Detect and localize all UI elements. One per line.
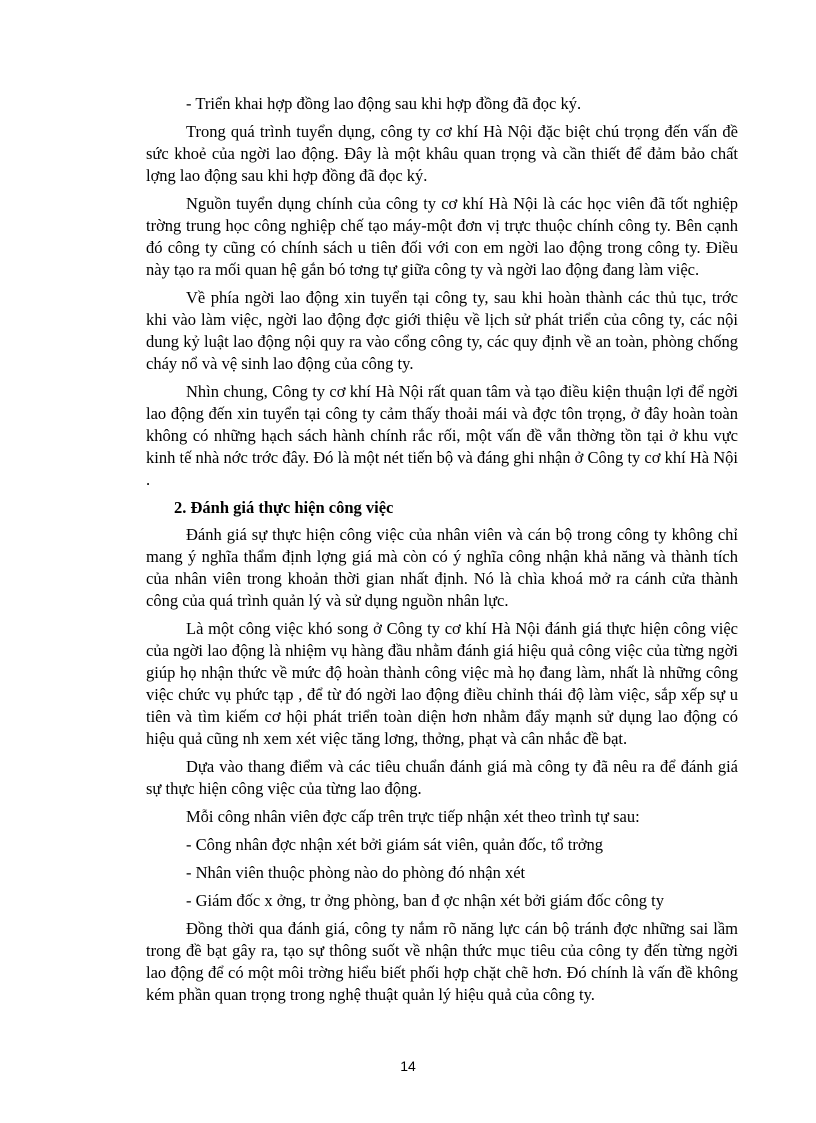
list-item: - Giám đốc x ởng, tr ởng phòng, ban đ ợc nhận xét bởi giám đốc công ty — [186, 891, 665, 910]
list-item: - Nhân viên thuộc phòng nào do phòng đó nhận xét — [186, 863, 526, 882]
paragraph-orientation: Về phía ngời lao động xin tuyển tại công ty, sau khi hoàn thành các thủ tục, trớc khi vào làm việc, ngời lao động đợc giới thiệu về lịch sử phát triển của công ty, các nội dung kỷ luật lao động nội quy ra vào cổng công ty, các quy định về an toàn, phòng chống cháy nổ và vệ sinh lao động của công ty. — [146, 288, 738, 373]
page-number: 14 — [400, 1058, 416, 1074]
paragraph-health-check: Trong quá trình tuyển dụng, công ty cơ khí Hà Nội đặc biệt chú trọng đến vấn đề sức khoẻ của ngời lao động. Đây là một khâu quan trọng và cần thiết để đảm bảo chất lợng lao động sau khi hợp đồng đã đọc ký. — [146, 122, 738, 185]
paragraph-summary: Nhìn chung, Công ty cơ khí Hà Nội rất quan tâm và tạo điều kiện thuận lợi để ngời lao động đến xin tuyển tại công ty cảm thấy thoải mái và đợc tôn trọng, ở đây hoàn toàn không có những hạch sách hành chính rắc rối, một vấn đề vẫn thờng tồn tại ở khu vực kinh tế nhà nớc trớc đây. Đó là một nét tiến bộ và đáng ghi nhận ở Công ty cơ khí Hà Nội . — [146, 382, 738, 489]
paragraph-evaluation-order: Mỗi công nhân viên đợc cấp trên trực tiếp nhận xét theo trình tự sau: — [186, 807, 640, 826]
paragraph-closing: Đồng thời qua đánh giá, công ty nắm rõ năng lực cán bộ tránh đợc những sai lầm trong đề bạt gây ra, tạo sự thông suốt về nhận thức mục tiêu của công ty đến từng ngời lao động để có một môi trờng hiểu biết phối hợp chặt chẽ hơn. Đó chính là vấn đề không kém phần quan trọng trong nghệ thuật quản lý hiệu quả của công ty. — [146, 919, 738, 1004]
paragraph-recruitment-source: Nguồn tuyển dụng chính của công ty cơ khí Hà Nội là các học viên đã tốt nghiệp trờng trung học công nghiệp chế tạo máy-một đơn vị trực thuộc chính công ty. Bên cạnh đó công ty cũng có chính sách u tiên đối với con em ngời lao động trong công ty. Điều này tạo ra mối quan hệ gắn bó tơng tự giữa công ty và ngời lao động đang làm việc. — [146, 194, 738, 279]
body-text — [146, 93, 738, 1012]
list-item: - Công nhân đợc nhận xét bởi giám sát viên, quản đốc, tổ trởng — [186, 835, 604, 854]
paragraph-evaluation-meaning: Đánh giá sự thực hiện công việc của nhân viên và cán bộ trong công ty không chỉ mang ý nghĩa thẩm định lợng giá mà còn có ý nghĩa công nhận khả năng và thành tích của nhân viên trong khoản thời gian nhất định. Nó là chìa khoá mở ra cánh cửa thành công của quá trình quản lý và sử dụng nguồn nhân lực. — [146, 525, 738, 610]
paragraph-evaluation-criteria: Dựa vào thang điểm và các tiêu chuẩn đánh giá mà công ty đã nêu ra để đánh giá sự thực hiện công việc của từng lao động. — [146, 757, 738, 798]
paragraph-evaluation-task: Là một công việc khó song ở Công ty cơ khí Hà Nội đánh giá thực hiện công việc của ngời lao động là nhiệm vụ hàng đầu nhằm đánh giá hiệu quả công việc của từng ngời giúp họ nhận thức về mức độ hoàn thành công việc mà họ đang làm, nhất là những công việc chức vụ phức tạp , để từ đó ngời lao động điều chỉnh thái độ làm việc, sắp xếp sự u tiên và tìm kiếm cơ hội phát triển toàn diện hơn nhằm đẩy mạnh sử dụng lao động có hiệu quả cũng nh xem xét việc tăng lơng, thởng, phạt và cân nhắc đề bạt. — [146, 619, 738, 748]
section-heading: 2. Đánh giá thực hiện công việc — [174, 498, 394, 517]
paragraph-contract-signing: - Triển khai hợp đồng lao động sau khi hợp đồng đã đọc ký. — [186, 94, 582, 113]
